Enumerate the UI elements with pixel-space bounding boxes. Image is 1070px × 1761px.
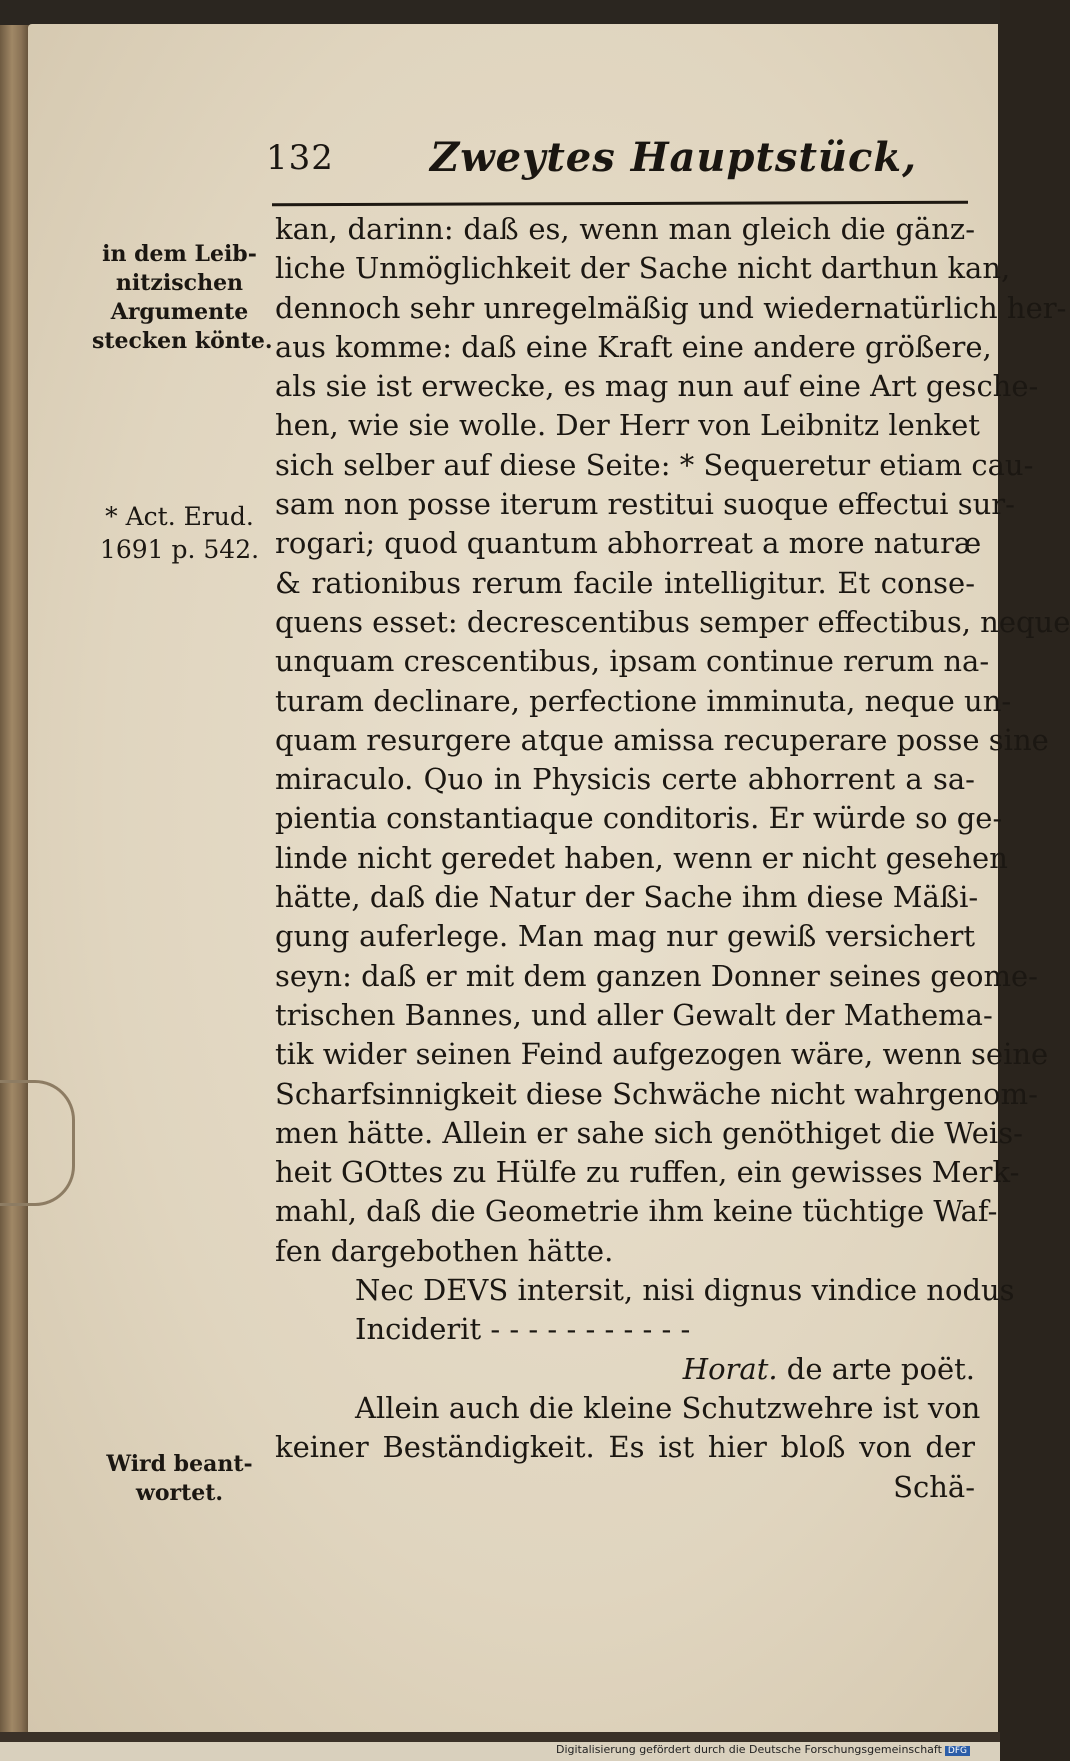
- running-head: [260, 132, 980, 192]
- marginal-line: Wird beant-: [106, 1451, 253, 1477]
- text-line: fen dargebothen hätte.: [275, 1233, 614, 1268]
- text-line: keiner Beständigkeit. Es ist hier bloß von der: [275, 1430, 975, 1465]
- digitization-credit: [556, 1743, 970, 1756]
- marginal-line: * Act. Erud.: [105, 502, 254, 531]
- text-line: kan, darinn: daß es, wenn man gleich die gänz-: [275, 212, 975, 246]
- text-line: men hätte. Allein er sahe sich genöthiget die Weis-: [275, 1115, 1023, 1150]
- text-line: als sie ist erwecke, es mag nun auf eine Art gesche-: [275, 369, 1039, 404]
- text-line: & rationibus rerum facile intelligitur. Et conse-: [275, 565, 975, 600]
- text-line: linde nicht geredet haben, wenn er nicht gesehen: [275, 840, 1008, 875]
- attribution-work: de arte poët.: [777, 1351, 975, 1386]
- text-line: turam declinare, perfectione imminuta, neque un-: [275, 683, 1012, 718]
- dfg-logo-badge: DFG: [945, 1746, 970, 1756]
- book-spine-edge: [0, 25, 30, 1750]
- text-line: tik wider seinen Feind aufgezogen wäre, wenn seine: [275, 1037, 1049, 1072]
- text-line: unquam crescentibus, ipsam continue rerum na-: [275, 644, 990, 679]
- text-line: dennoch sehr unregelmäßig und wiedernatürlich her-: [275, 290, 1067, 325]
- marginal-note-answer: [92, 1450, 267, 1508]
- text-line: hätte, daß die Natur der Sache ihm diese Mäßi-: [275, 880, 979, 915]
- text-line: Allein auch die kleine Schutzwehre ist von: [355, 1390, 981, 1425]
- text-line: miraculo. Quo in Physicis certe abhorrent a sa-: [275, 762, 975, 797]
- verse-line: Nec DEVS intersit, nisi dignus vindice nodus: [355, 1273, 1015, 1308]
- running-title: Zweytes Hauptstück,: [430, 134, 918, 181]
- text-line: trischen Bannes, und aller Gewalt der Mathema-: [275, 997, 993, 1032]
- attribution-author: Horat.: [682, 1351, 778, 1386]
- text-line: seyn: daß er mit dem ganzen Donner seines geome-: [275, 958, 1038, 993]
- marginal-line: nitzischen: [115, 270, 244, 296]
- text-line: mahl, daß die Geometrie ihm keine tüchtige Waf-: [275, 1194, 998, 1229]
- credit-text: Digitalisierung gefördert durch die Deutsche Forschungsgemeinschaft: [555, 1743, 942, 1756]
- main-text: [275, 210, 1070, 1507]
- marginal-line: stecken könte.: [92, 328, 273, 354]
- marginal-line: 1691 p. 542.: [99, 535, 260, 564]
- page-number: 132: [266, 138, 334, 178]
- marginal-line: wortet.: [135, 1480, 224, 1506]
- verse-line: Inciderit - - - - - - - - - - -: [355, 1312, 691, 1347]
- text-line: gung auferlege. Man mag nur gewiß versichert: [275, 919, 975, 954]
- text-line: hen, wie sie wolle. Der Herr von Leibnitz lenket: [275, 408, 980, 443]
- marginal-note-leibnitz: [92, 240, 273, 356]
- text-line: rogari; quod quantum abhorreat a more naturæ: [275, 526, 982, 561]
- marginal-note-citation: [92, 500, 267, 566]
- text-line: Scharfsinnigkeit diese Schwäche nicht wahrgenom-: [275, 1076, 1038, 1111]
- marginal-line: in dem Leib-: [102, 241, 257, 267]
- text-line: quam resurgere atque amissa recuperare posse sine: [275, 722, 1049, 757]
- text-line: sich selber auf diese Seite: * Sequeretur etiam cau-: [275, 447, 1034, 482]
- verse-attribution: [275, 1350, 975, 1389]
- text-line: quens esset: decrescentibus semper effectibus, neque: [275, 604, 1070, 639]
- catchword: Schä-: [893, 1469, 975, 1504]
- marginal-line: Argumente: [110, 299, 249, 325]
- text-line: aus komme: daß eine Kraft eine andere größere,: [275, 329, 992, 364]
- page-clasp-mark: [0, 1080, 75, 1206]
- text-line: pientia constantiaque conditoris. Er würde so ge-: [275, 801, 1003, 836]
- text-line: heit GOttes zu Hülfe zu ruffen, ein gewisses Merk-: [275, 1155, 1020, 1190]
- text-line: sam non posse iterum restitui suoque effectui sur-: [275, 487, 1015, 522]
- text-line: liche Unmöglichkeit der Sache nicht darthun kan,: [275, 251, 1011, 286]
